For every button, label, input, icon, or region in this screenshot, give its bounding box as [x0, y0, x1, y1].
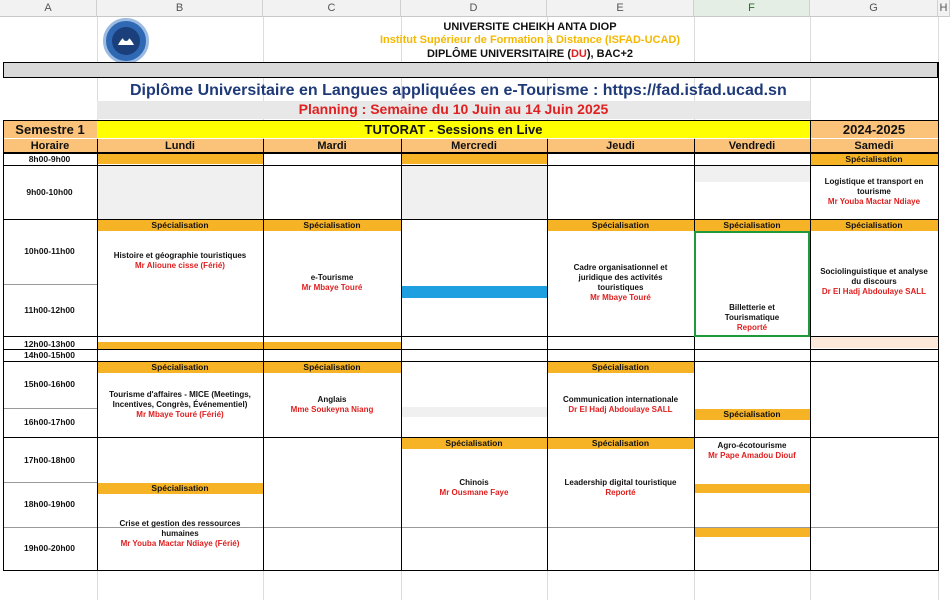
course-title: Anglais	[317, 395, 347, 404]
day-horaire: Horaire	[30, 140, 70, 152]
time-slot: 15h00-16h00	[23, 379, 76, 389]
course-cell[interactable]	[694, 436, 810, 466]
course-title: Sociolinguistique et analyse du discours	[820, 267, 928, 286]
course-title: Billetterie et Tourismatique	[724, 303, 780, 322]
semester-label: Semestre 1	[3, 121, 97, 138]
course-tutor: Mr Youba Mactar Ndiaye	[827, 197, 921, 206]
time-slot: 19h00-20h00	[23, 543, 76, 553]
column-header-c[interactable]: C	[263, 0, 401, 17]
course-title: e-Tourisme	[310, 273, 354, 282]
course-cell[interactable]	[547, 473, 694, 503]
course-cell[interactable]	[547, 390, 694, 420]
gray-cell	[401, 166, 547, 219]
col-border	[263, 139, 264, 571]
planning-title: Planning : Semaine du 10 Juin au 14 Juin 2025	[298, 101, 609, 117]
specialisation-label: Spécialisation	[97, 362, 263, 373]
row-line	[3, 284, 97, 285]
course-tutor: Reporté	[605, 488, 636, 497]
specialisation-label: Spécialisation	[547, 362, 694, 373]
academic-year: 2024-2025	[810, 121, 938, 138]
blue-cell	[401, 286, 547, 298]
column-header-f[interactable]: F	[694, 0, 810, 17]
column-header-g[interactable]: G	[810, 0, 938, 17]
day-vendredi: Vendredi	[728, 140, 776, 152]
time-slot: 9h00-10h00	[26, 187, 73, 197]
course-tutor: Mr Mbaye Touré (Férié)	[136, 410, 224, 419]
course-cell[interactable]	[555, 260, 686, 306]
specialisation-label: Spécialisation	[97, 483, 263, 494]
diploma-du: DU	[570, 48, 587, 60]
specialisation-label: Spécialisation	[547, 438, 694, 449]
time-slot: 8h00-9h00	[28, 154, 71, 164]
day-mardi: Mardi	[317, 140, 347, 152]
column-header-d[interactable]: D	[401, 0, 547, 17]
column-header-b[interactable]: B	[97, 0, 263, 17]
row-line	[3, 349, 938, 350]
time-slot: 14h00-15h00	[23, 350, 76, 360]
col-border	[401, 139, 402, 571]
course-title: Histoire et géographie touristiques	[113, 251, 247, 260]
separator-bar	[3, 62, 938, 78]
course-cell[interactable]	[97, 245, 263, 277]
course-cell[interactable]	[700, 298, 804, 338]
course-tutor: Mr Pape Amadou Diouf	[708, 451, 796, 460]
time-slot: 16h00-17h00	[23, 417, 76, 427]
course-cell[interactable]	[812, 262, 936, 302]
specialisation-label: Spécialisation	[810, 154, 938, 165]
column-header-a[interactable]: A	[0, 0, 97, 17]
specialisation-label: Spécialisation	[263, 362, 401, 373]
university-logo	[103, 18, 149, 64]
col-border	[694, 139, 695, 571]
course-title: Chinois	[459, 478, 489, 487]
fill-band	[694, 528, 810, 537]
time-slot: 12h00-13h00	[23, 339, 76, 349]
fill-band	[694, 484, 810, 493]
day-mercredi: Mercredi	[451, 140, 497, 152]
peach-cell	[810, 337, 938, 348]
course-cell[interactable]	[810, 170, 938, 214]
col-border	[938, 62, 939, 571]
course-cell[interactable]	[97, 514, 263, 554]
specialisation-label: Spécialisation	[694, 220, 810, 231]
course-tutor: Mme Soukeyna Niang	[290, 405, 374, 414]
course-tutor: Dr El Hadj Abdoulaye SALL	[568, 405, 673, 414]
specialisation-label: Spécialisation	[547, 220, 694, 231]
row-line	[3, 482, 97, 483]
course-tutor: Reporté	[736, 323, 768, 332]
course-title: Agro-écotourisme	[717, 441, 787, 450]
row-line	[3, 153, 938, 154]
time-slot: 10h00-11h00	[24, 246, 75, 256]
course-cell[interactable]	[401, 473, 547, 503]
course-tutor: Mr Mbaye Touré	[301, 283, 363, 292]
course-tutor: Mr Youba Mactar Ndiaye (Férié)	[120, 539, 240, 548]
row-line	[3, 219, 938, 220]
col-border	[97, 139, 98, 571]
diploma-line	[380, 48, 680, 60]
course-tutor: Mr Mbaye Touré	[590, 293, 651, 302]
gray-cell	[401, 407, 547, 417]
row-line	[3, 408, 97, 409]
emblem-icon	[106, 21, 146, 61]
day-samedi: Samedi	[854, 140, 894, 152]
course-title: Crise et gestion des ressources humaines	[119, 519, 241, 538]
course-title: Communication internationale	[562, 395, 679, 404]
diploma-text: DIPLÔME UNIVERSITAIRE (	[426, 48, 571, 60]
day-lundi: Lundi	[165, 140, 195, 152]
gray-cell	[97, 166, 263, 219]
course-title: Logistique et transport en tourisme	[824, 177, 924, 196]
program-title: Diplôme Universitaire en Langues appliquées en e-Tourisme : https://fad.isfad.ucad.sn	[130, 82, 787, 99]
col-border	[547, 139, 548, 571]
row-line	[3, 165, 938, 166]
course-cell[interactable]	[263, 268, 401, 298]
course-cell[interactable]	[263, 390, 401, 420]
time-slot: 18h00-19h00	[23, 499, 76, 509]
specialisation-label: Spécialisation	[694, 409, 810, 420]
time-slot: 11h00-12h00	[24, 305, 75, 315]
course-tutor: Mr Ousmane Faye	[439, 488, 509, 497]
course-title: Leadership digital touristique	[564, 478, 677, 487]
course-title: Cadre organisationnel et juridique des activités touristiques	[573, 263, 668, 292]
row-line	[3, 361, 938, 362]
course-tutor: Mr Alioune cisse (Férié)	[135, 261, 225, 270]
gray-cell	[694, 166, 810, 182]
column-header-h[interactable]: H	[938, 0, 950, 17]
course-tutor: Dr El Hadj Abdoulaye SALL	[821, 287, 927, 296]
institute-name: Institut Supérieur de Formation à Distance (ISFAD-UCAD)	[379, 34, 681, 46]
university-name: UNIVERSITE CHEIKH ANTA DIOP	[443, 21, 617, 33]
row-line	[3, 570, 938, 571]
fill-band	[97, 342, 401, 349]
tutorat-title: TUTORAT - Sessions en Live	[97, 121, 810, 138]
time-slot: 17h00-18h00	[23, 455, 76, 465]
specialisation-label: Spécialisation	[263, 220, 401, 231]
diploma-text-end: ), BAC+2	[586, 48, 634, 60]
course-title: Tourisme d'affaires - MICE (Meetings, Incentives, Congrès, Événementiel)	[109, 390, 251, 409]
day-jeudi: Jeudi	[606, 140, 635, 152]
fill-band	[401, 154, 547, 164]
specialisation-label: Spécialisation	[810, 220, 938, 231]
specialisation-label: Spécialisation	[97, 220, 263, 231]
column-header-e[interactable]: E	[547, 0, 694, 17]
fill-band	[97, 154, 263, 164]
specialisation-label: Spécialisation	[401, 438, 547, 449]
course-cell[interactable]	[100, 380, 260, 430]
